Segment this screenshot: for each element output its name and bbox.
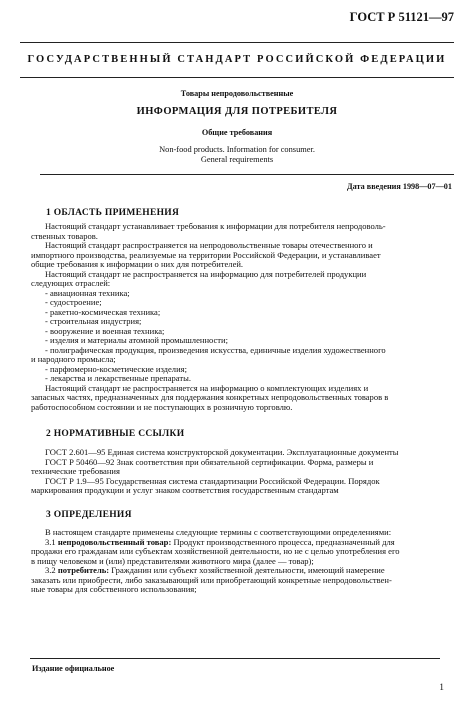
publication-note: Издание официальное (32, 664, 115, 673)
definition-line: продажи его гражданам или субъектам хозяйственной деятельности, но не с целью употребления его (31, 547, 400, 556)
term-number: 3.1 (45, 537, 56, 547)
section2-heading: 2 НОРМАТИВНЫЕ ССЫЛКИ (46, 429, 185, 439)
document-title: ИНФОРМАЦИЯ ДЛЯ ПОТРЕБИТЕЛЯ (136, 106, 338, 117)
introduction-date: Дата введения 1998—07—01 (347, 182, 452, 191)
definition-line (31, 566, 441, 576)
list-item: - авиационная техника; (45, 288, 130, 298)
text-line: импортного производства, реализуемые на территории Российской Федерации, и устанавливает (31, 250, 381, 260)
definition-line: ные товары для собственного использования; (31, 585, 197, 594)
page-number: 1 (439, 683, 444, 693)
text-line: запасных частях, предназначенных для поддержания конкретных непродовольственных товаров в (31, 393, 389, 402)
document-subtitle: Общие требования (201, 128, 273, 137)
list-item: - судостроение; (45, 298, 102, 307)
text-line: В настоящем стандарте применены следующие термины с соответствующими определениями: (45, 528, 392, 537)
text-line: следующих отраслей: (31, 279, 111, 288)
term-definition: Продукт производственного процесса, предназначенный для (173, 537, 395, 547)
reference-line: ГОСТ 2.601—95 Единая система конструкторской документации. Эксплуатационные документы (45, 448, 399, 457)
text-line: Настоящий стандарт распространяется на непродовольственные товары отечественного и (45, 241, 373, 250)
list-item: - полиграфическая продукция, произведения искусства, единичные изделия художественного (45, 345, 386, 355)
list-item: - строительная индустрия; (45, 317, 142, 326)
section2-body (31, 448, 441, 496)
footer-rule (30, 658, 440, 659)
state-standard-title: ГОСУДАРСТВЕННЫЙ СТАНДАРТ РОССИЙСКОЙ ФЕДЕРАЦИИ (27, 54, 447, 65)
definition-line (31, 538, 441, 548)
definition-line: в пищу человеком и (или) представителями животного мира (далее — товар); (31, 556, 314, 566)
text-line: работоспособном состоянии и не поступающих в розничную торговлю. (31, 402, 293, 412)
text-line: Настоящий стандарт устанавливает требования к информации для потребителя непродоволь- (45, 222, 386, 231)
list-item: - ракетно-космическая техника; (45, 307, 161, 317)
product-category: Товары непродовольственные (180, 89, 294, 98)
english-title-line2: General requirements (200, 155, 274, 164)
header-rule-bottom (20, 77, 454, 78)
term-name: потребитель: (57, 566, 110, 575)
header-rule-top (20, 42, 454, 43)
document-code: ГОСТ Р 51121—97 (349, 10, 454, 24)
section3-body (31, 528, 441, 595)
section1-body (31, 222, 441, 412)
text-line: ственных товаров. (31, 231, 98, 241)
list-item: - лекарства и лекарственные препараты. (45, 374, 191, 383)
reference-line: технические требования (31, 467, 120, 476)
section3-heading: 3 ОПРЕДЕЛЕНИЯ (46, 510, 132, 520)
reference-line: ГОСТ Р 1.9—95 Государственная система стандартизации Российской Федерации. Порядок (45, 476, 380, 486)
reference-line: ГОСТ Р 50460—92 Знак соответствия при обязательной сертификации. Форма, размеры и (45, 457, 374, 467)
reference-line: маркирования продукции и услуг знаком соответствия государственным стандартам (31, 486, 339, 495)
text-line: Настоящий стандарт не распространяется на информацию для потребителей продукции (45, 269, 367, 279)
english-title-line1: Non-food products. Information for consumer. (159, 145, 315, 154)
term-name: непродовольственный товар: (57, 537, 172, 547)
list-item: - вооружение и военная техника; (45, 326, 165, 336)
term-number: 3.2 (45, 566, 56, 575)
definition-line: заказать или приобрести, либо заказывающий или приобретающий конкретные непродовольствен- (31, 575, 392, 585)
date-rule (40, 174, 454, 175)
term-definition: Гражданин или субъект хозяйственной деятельности, имеющий намерение (111, 566, 385, 575)
text-line: общие требования к информации о них для потребителей. (31, 260, 244, 269)
text-line: Настоящий стандарт не распространяется на информацию о комплектующих изделиях и (45, 383, 369, 393)
list-item: - изделия и материалы атомной промышленности; (45, 336, 228, 345)
list-item: - парфюмерно-косметические изделия; (45, 364, 187, 374)
section1-heading: 1 ОБЛАСТЬ ПРИМЕНЕНИЯ (46, 208, 180, 218)
text-line: и народного промысла; (31, 355, 116, 364)
